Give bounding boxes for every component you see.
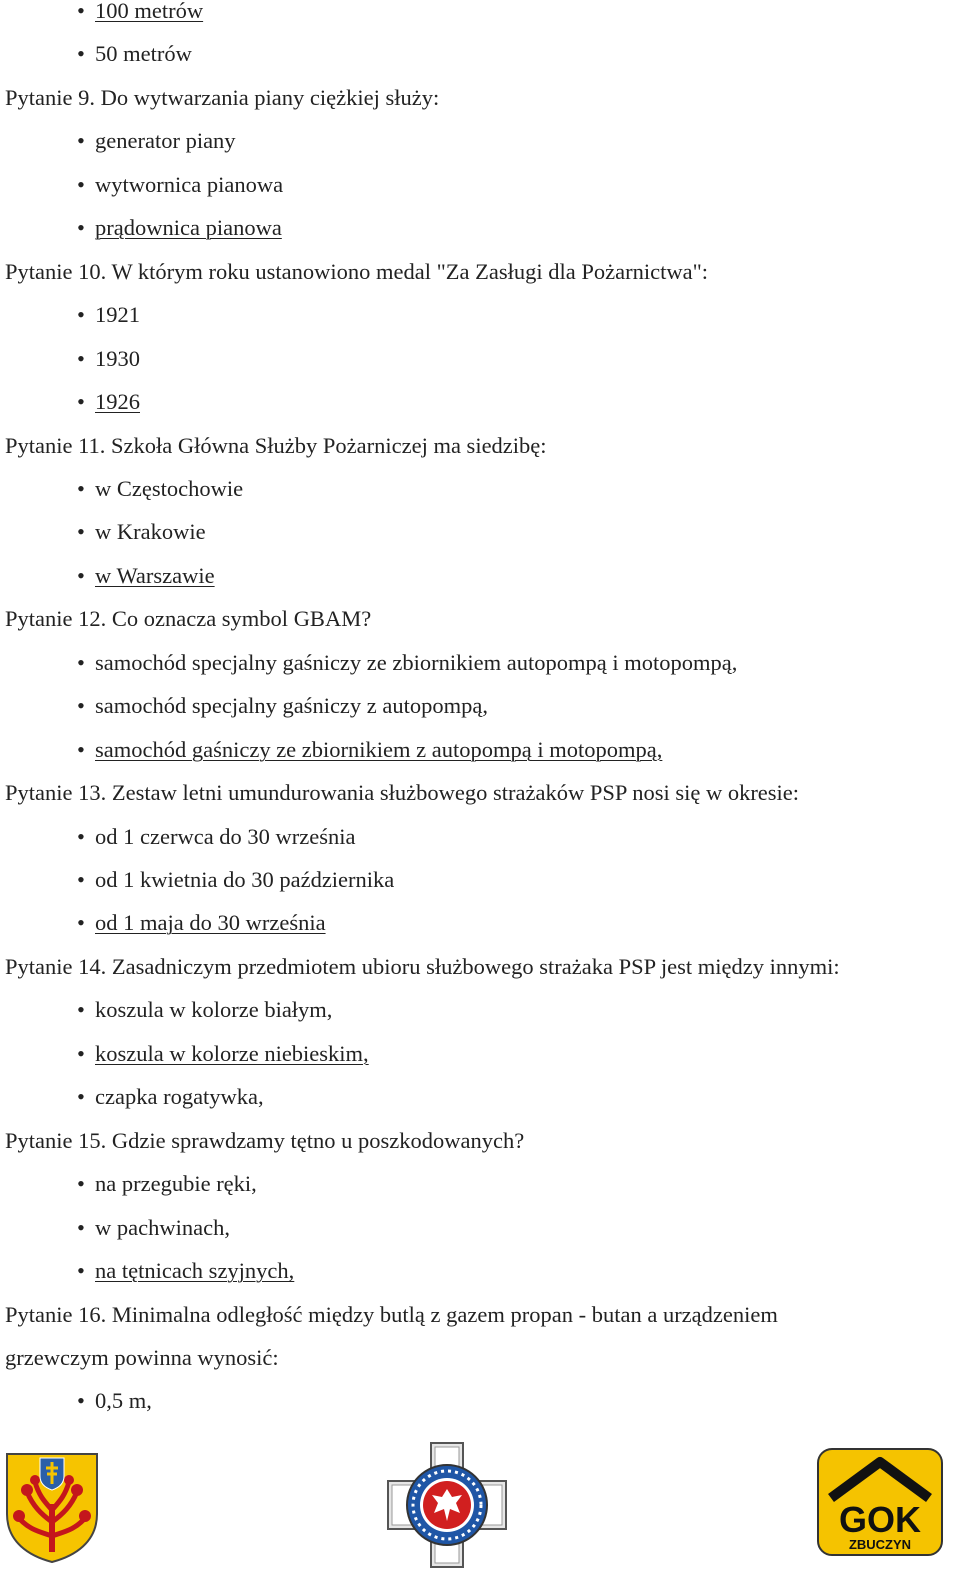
question-line: Pytanie 14. Zasadniczym przedmiotem ubioru służbowego strażaka PSP jest między innymi: (5, 953, 840, 979)
gok-text: GOK (838, 1499, 922, 1540)
answer-item (77, 649, 737, 677)
answer-text: 1926 (95, 389, 140, 415)
osp-emblem-logo (386, 1441, 508, 1569)
answer-text: samochód specjalny gaśniczy ze zbiornikiem autopompą i motopompą, (95, 649, 738, 675)
answer-text: 1930 (95, 345, 140, 371)
answer-text: 0,5 m, (95, 1388, 152, 1414)
answer-item (77, 345, 140, 373)
question-line: grzewczym powinna wynosić: (5, 1344, 279, 1370)
answer-text: 1921 (95, 302, 140, 328)
correct-answer-item (77, 0, 203, 25)
bullet-icon: • (77, 867, 85, 892)
bullet-icon: • (77, 1040, 85, 1066)
gok-logo (817, 1448, 943, 1556)
question-line: Pytanie 13. Zestaw letni umundurowania służbowego strażaków PSP nosi się w okresie: (5, 780, 800, 806)
answer-text: od 1 kwietnia do 30 października (95, 867, 395, 892)
bullet-icon: • (77, 1214, 85, 1240)
answer-text: w Częstochowie (95, 475, 244, 501)
bullet-icon: • (77, 302, 85, 328)
question-line: Pytanie 12. Co oznacza symbol GBAM? (5, 606, 372, 632)
answer-item (77, 518, 206, 546)
answer-text: od 1 czerwca do 30 września (95, 823, 356, 849)
answer-item (77, 692, 488, 720)
correct-answer-item (77, 388, 140, 416)
bullet-icon: • (77, 345, 85, 371)
bullet-icon: • (77, 1388, 85, 1414)
answer-text: czapka rogatywka, (95, 1084, 264, 1110)
answer-text: generator piany (95, 128, 236, 154)
question-line: Pytanie 11. Szkoła Główna Służby Pożarniczej ma siedzibę: (5, 432, 547, 458)
bullet-icon: • (77, 823, 85, 849)
answer-text: 100 metrów (95, 0, 204, 23)
question-line: Pytanie 15. Gdzie sprawdzamy tętno u poszkodowanych? (5, 1127, 525, 1153)
answer-item (77, 823, 356, 851)
bullet-icon: • (77, 41, 85, 67)
bullet-icon: • (77, 215, 85, 241)
bullet-icon: • (77, 1084, 85, 1110)
answer-item (77, 171, 283, 199)
bullet-icon: • (77, 128, 85, 154)
bullet-icon: • (77, 1258, 85, 1284)
bullet-icon: • (77, 171, 85, 197)
correct-answer-item (77, 562, 215, 590)
coat-of-arms-icon (5, 1452, 99, 1564)
correct-answer-item (77, 214, 282, 242)
bullet-icon: • (77, 562, 85, 588)
answer-text: 50 metrów (95, 41, 192, 67)
bullet-icon: • (77, 649, 85, 675)
answer-item (77, 1083, 264, 1111)
osp-emblem-icon (386, 1441, 508, 1569)
bullet-icon: • (77, 736, 85, 762)
answer-item (77, 1387, 152, 1415)
bullet-icon: • (77, 910, 85, 936)
answer-item (77, 1170, 257, 1198)
correct-answer-item (77, 1040, 369, 1068)
correct-answer-item (77, 1257, 294, 1285)
bullet-icon: • (77, 0, 85, 23)
answer-text: na przegubie ręki, (95, 1171, 257, 1197)
bullet-icon: • (77, 389, 85, 415)
answer-text: wytwornica pianowa (95, 171, 284, 197)
gok-subtext: ZBUCZYN (848, 1537, 912, 1552)
answer-item (77, 866, 394, 894)
answer-item (77, 1214, 230, 1242)
answer-text: koszula w kolorze białym, (95, 997, 333, 1023)
answer-text: samochód specjalny gaśniczy z autopompą, (95, 693, 489, 719)
answer-text: na tętnicach szyjnych, (95, 1258, 295, 1284)
question-line: Pytanie 16. Minimalna odległość między butlą z gazem propan - butan a urządzeniem (5, 1301, 778, 1327)
answer-text: w Warszawie (95, 562, 215, 588)
answer-item (77, 301, 140, 329)
answer-item (77, 996, 332, 1024)
question-line: Pytanie 10. W którym roku ustanowiono medal "Za Zasługi dla Pożarnictwa": (5, 258, 709, 284)
correct-answer-item (77, 909, 326, 937)
bullet-icon: • (77, 475, 85, 501)
bullet-icon: • (77, 519, 85, 545)
bullet-icon: • (77, 693, 85, 719)
answer-text: koszula w kolorze niebieskim, (95, 1040, 369, 1066)
answer-text: w pachwinach, (95, 1214, 230, 1240)
question-line: Pytanie 9. Do wytwarzania piany ciężkiej służy: (5, 84, 440, 110)
correct-answer-item (77, 736, 662, 764)
answer-text: samochód gaśniczy ze zbiornikiem z autopompą i motopompą, (95, 736, 663, 762)
answer-text: od 1 maja do 30 września (95, 910, 326, 936)
coat-of-arms-logo (5, 1452, 99, 1564)
answer-text: w Krakowie (95, 519, 206, 545)
gok-logo-icon (817, 1448, 943, 1556)
answer-item (77, 40, 192, 68)
answer-item (77, 127, 236, 155)
answer-text: prądownica pianowa (95, 215, 282, 241)
answer-item (77, 475, 243, 503)
bullet-icon: • (77, 997, 85, 1023)
bullet-icon: • (77, 1171, 85, 1197)
